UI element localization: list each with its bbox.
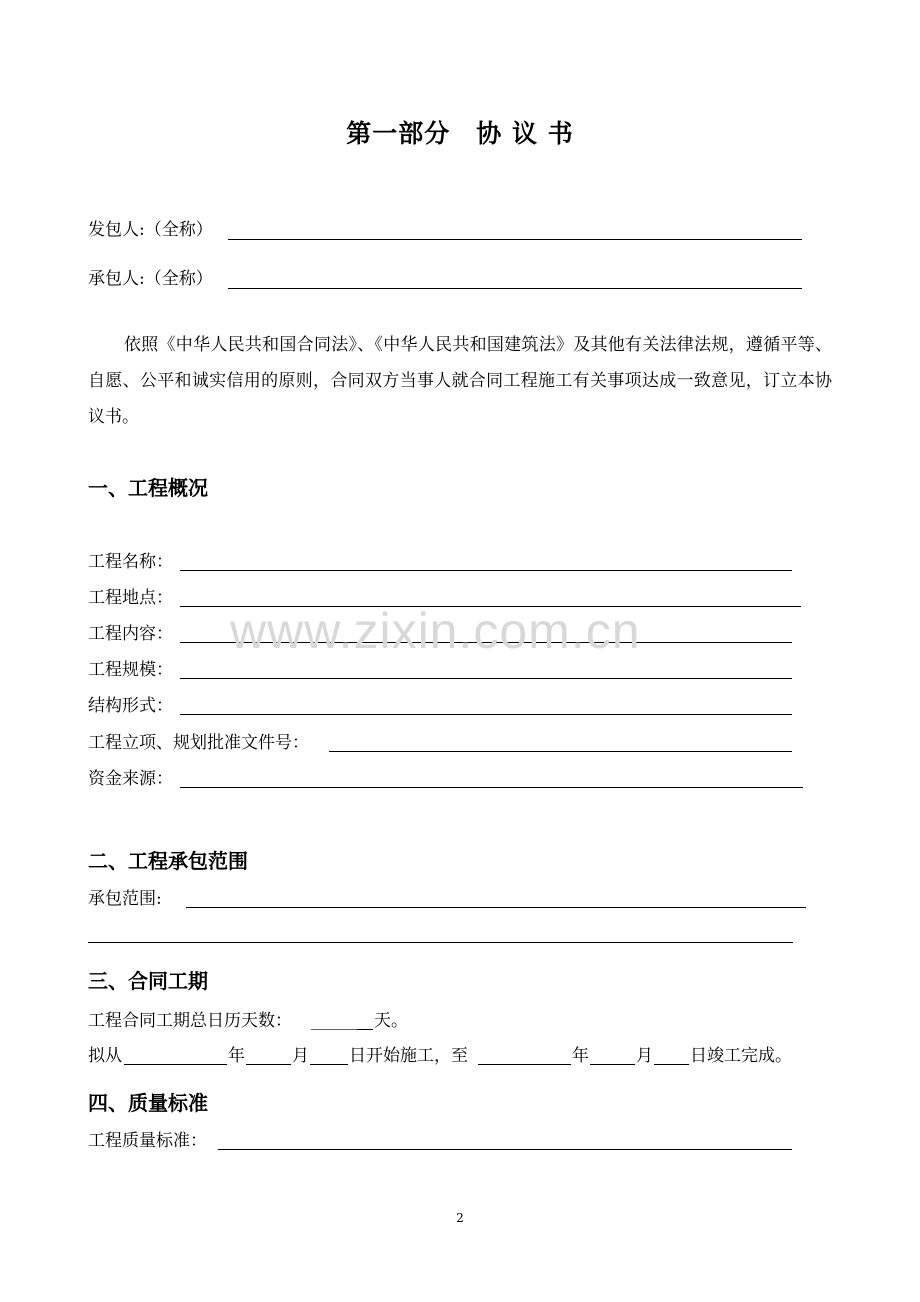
page-number: 2 xyxy=(456,1211,464,1225)
start-prefix: 拟从 xyxy=(88,1046,122,1066)
end-month-label: 月 xyxy=(636,1046,653,1066)
end-year-label: 年 xyxy=(572,1046,589,1066)
section-heading-quality: 四、质量标准 xyxy=(88,1091,208,1115)
employer-field[interactable] xyxy=(228,239,802,240)
approval-doc-field[interactable] xyxy=(329,751,792,752)
quality-field[interactable] xyxy=(218,1149,792,1150)
end-year-field[interactable] xyxy=(478,1064,571,1065)
quality-label: 工程质量标准： xyxy=(88,1131,207,1151)
funding-source-label: 资金来源： xyxy=(88,769,173,789)
project-content-label: 工程内容： xyxy=(88,624,173,644)
project-location-label: 工程地点： xyxy=(88,588,173,608)
project-name-field[interactable] xyxy=(180,570,792,571)
end-day-label: 日竣工完成。 xyxy=(690,1046,792,1066)
start-month-label: 月 xyxy=(292,1046,309,1066)
scope-field[interactable] xyxy=(186,907,806,908)
start-month-field[interactable] xyxy=(246,1064,291,1065)
structure-type-label: 结构形式： xyxy=(88,696,173,716)
start-day-field[interactable] xyxy=(310,1064,348,1065)
page-title: 第一部分 协 议 书 xyxy=(346,119,574,148)
watermark: www.zixin.com.cn xyxy=(230,603,641,659)
start-year-field[interactable] xyxy=(124,1064,227,1065)
total-days-field[interactable] xyxy=(357,1029,373,1030)
section-heading-scope: 二、工程承包范围 xyxy=(88,849,248,873)
funding-source-field[interactable] xyxy=(180,787,803,788)
contractor-field[interactable] xyxy=(228,288,802,289)
employer-label: 发包人:（全称） xyxy=(88,220,213,240)
scope-label: 承包范围: xyxy=(88,889,162,909)
project-scale-label: 工程规模： xyxy=(88,660,173,680)
project-scale-field[interactable] xyxy=(180,678,792,679)
approval-doc-label: 工程立项、规划批准文件号： xyxy=(88,733,309,753)
days-unit: 天。 xyxy=(374,1011,408,1031)
total-days-field-faint xyxy=(311,1029,357,1030)
start-day-label: 日开始施工，至 xyxy=(349,1046,468,1066)
start-year-label: 年 xyxy=(228,1046,245,1066)
end-month-field[interactable] xyxy=(590,1064,635,1065)
end-day-field[interactable] xyxy=(654,1064,689,1065)
total-days-label: 工程合同工期总日历天数： xyxy=(88,1011,292,1031)
contractor-label: 承包人:（全称） xyxy=(88,269,213,289)
structure-type-field[interactable] xyxy=(180,714,792,715)
scope-field-line-2[interactable] xyxy=(88,942,793,943)
intro-paragraph: 依照《中华人民共和国合同法》、《中华人民共和国建筑法》及其他有关法律法规，遵循平等、自愿、公平和诚实信用的原则，合同双方当事人就合同工程施工有关事项达成一致意见，订立本协议书。 xyxy=(88,335,832,427)
project-name-label: 工程名称： xyxy=(88,552,173,572)
section-heading-overview: 一、工程概况 xyxy=(88,476,208,500)
section-heading-duration: 三、合同工期 xyxy=(88,969,208,993)
